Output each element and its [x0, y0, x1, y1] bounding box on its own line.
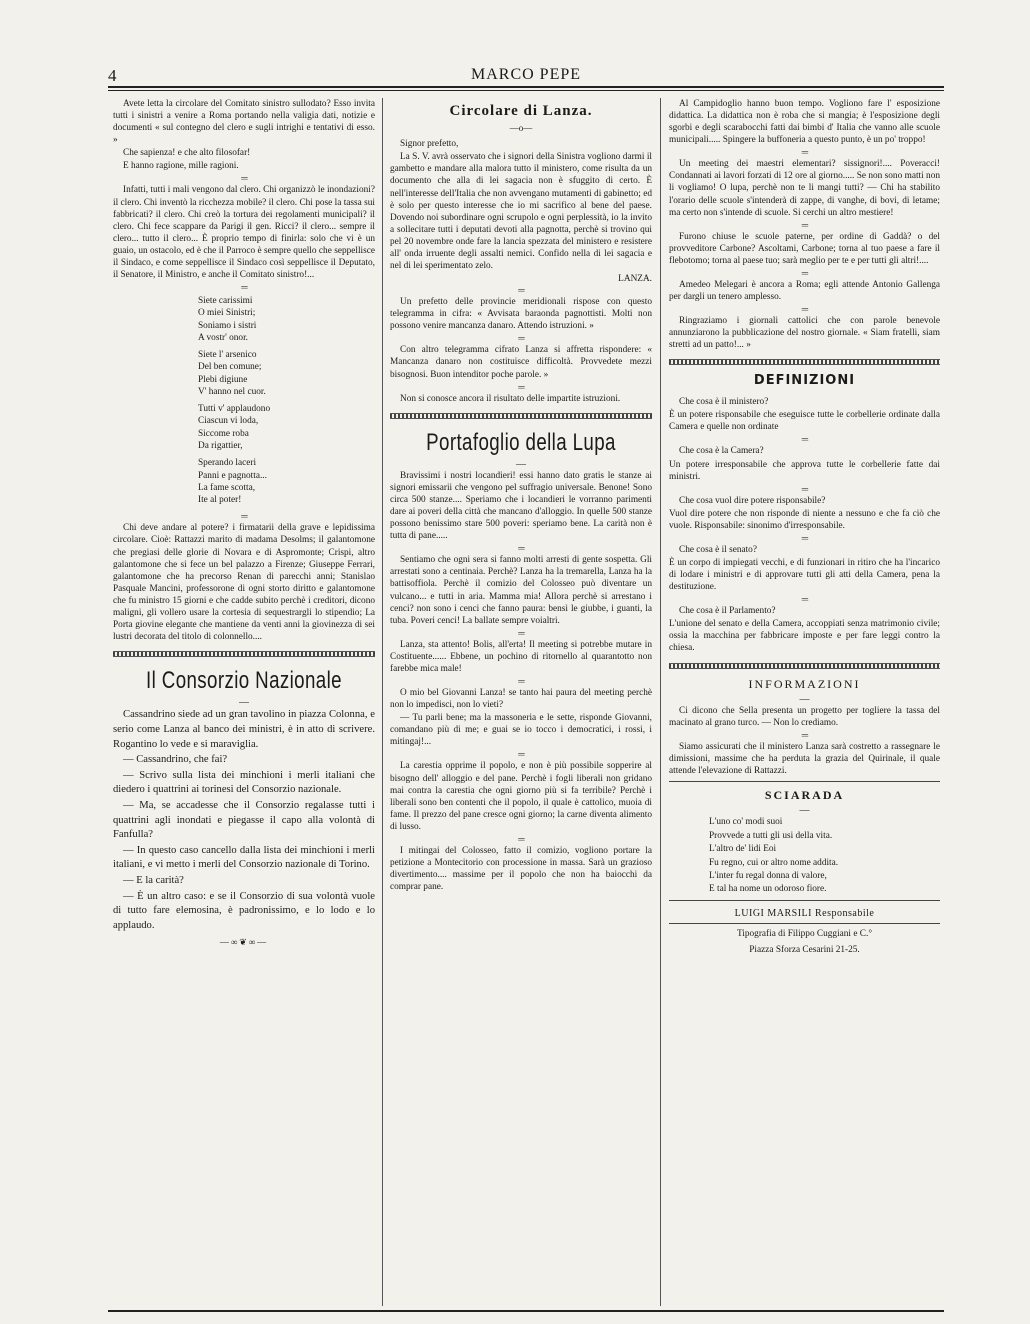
- poem-stanza: [198, 457, 375, 506]
- article-paragraph: Bravissimi i nostri locandieri! essi hanno dato gratis le stanze ai signori emissarii che vengono pel suffragio universale. Benone! Sono circa 500 stanze.... Speriamo che i locandieri le vorranno parimenti dare ai poveri della città che mancano d'alloggio. In quelle 500 stanze possono benissimo stare 500 poveri: speriamo bene. La carità non è tutta di pane.....: [390, 470, 652, 542]
- separator: [113, 282, 375, 293]
- section-heading: INFORMAZIONI: [748, 676, 861, 691]
- poem-line: V' hanno nel cuor.: [198, 386, 266, 397]
- header-rule: [108, 86, 944, 88]
- article-paragraph: Ringraziamo i giornali cattolici che con parole benevole annunziarono la pubblicazione del nostro giornale. « Siam fratelli, siam stretti ad un patto!... »: [669, 316, 940, 351]
- column-divider: [660, 98, 661, 1306]
- poem: [198, 295, 375, 506]
- poem-stanza: [198, 349, 375, 398]
- separator: [669, 268, 940, 279]
- article-paragraph: — Scrivo sulla lista dei minchioni i merli italiani che diedero i quattrini ai torinesi del Consorzio nazionale.: [113, 769, 375, 796]
- section-heading: Circolare di Lanza.: [449, 103, 593, 119]
- section-divider: [113, 651, 375, 657]
- poem-line: Sperando laceri: [198, 458, 257, 469]
- article-paragraph: Amedeo Melegari è ancora a Roma; egli attende Antonio Gallenga per dargli un tenero amplesso.: [669, 279, 940, 303]
- article-paragraph: Cassandrino siede ad un gran tavolino in piazza Colonna, e serio come Lanza al banco dei ministri, è in atto di scrivere. Rogantino lo vede e si maraviglia.: [113, 709, 375, 750]
- page-number: 4: [108, 66, 117, 85]
- header-rule-thin: [108, 90, 944, 91]
- definition-question: Che cosa è il Parlamento?: [679, 606, 776, 617]
- separator: [669, 484, 940, 495]
- poem-line: L'inter fu regal donna di valore,: [709, 871, 827, 881]
- divider: [669, 900, 940, 901]
- divider: [669, 781, 940, 782]
- signature-lanza: LANZA.: [618, 274, 652, 285]
- separator: [669, 594, 940, 605]
- article-paragraph: I mitingai del Colosseo, fatto il comizio, vogliono portare la petizione a Montecitorio con processione in massa. Sarà un grazioso divertimento.... massime per il popolo che non ha baiocchi da comprar pane.: [390, 845, 652, 893]
- separator: [669, 533, 940, 544]
- definition-answer: Un potere irresponsabile che approva tutte le corbellerie fatte dai ministri.: [669, 459, 940, 482]
- section-divider: [669, 663, 940, 669]
- poem-line: Provvede a tutti gli usi della vita.: [709, 830, 833, 841]
- separator: [390, 749, 652, 760]
- section-divider: [669, 359, 940, 365]
- separator: [390, 333, 652, 344]
- separator: [113, 511, 375, 522]
- definition-answer: Vuol dire potere che non risponde di niente a nessuno e che fa ciò che vuole. Risponsabile: sinonimo d'irresponsabile.: [669, 508, 940, 531]
- footer-rule: [108, 1310, 944, 1312]
- article-paragraph: Con altro telegramma cifrato Lanza si affretta rispondere: « Mancanza danaro non costituisce difficoltà. Provvedete mezzi bisognosi. Buon intenditor poche parole. »: [390, 345, 652, 380]
- responsible-signature: LUIGI MARSILI Responsabile: [734, 907, 875, 919]
- separator: [390, 676, 652, 687]
- article-paragraph: Al Campidoglio hanno buon tempo. Vogliono fare l' esposizione didattica. La didattica non è roba che si mangia; è l'esposizione degli sgorbi e degli scarabocchi fatti dai bimbi d' Italia che vanno alle scuole municipali..... Spingere la buffoneria a questo punto, è un po' troppo!: [669, 99, 940, 146]
- poem-stanza: [198, 295, 375, 344]
- article-paragraph: — È un altro caso: e se il Consorzio di sua volontà vuole di tutto fare elemosina, è padronissimo, e lo lodo e lo applaudo.: [113, 890, 375, 931]
- masthead-title: MARCO PEPE: [470, 66, 582, 83]
- article-paragraph: Che sapienza! e che alto filosofar!: [123, 148, 251, 159]
- separator: [113, 173, 375, 184]
- article-paragraph: O mio bel Giovanni Lanza! se tanto hai paura del meeting perchè non lo impedisci, non lo vieti?: [390, 688, 652, 711]
- article-paragraph: Siamo assicurati che il ministero Lanza sarà costretto a rassegnare le dimissioni, massime che ha perduta la grazia del Quirinale, il quale attende l'elevazione di Rattazzi.: [669, 742, 940, 777]
- charade-poem: [709, 816, 940, 897]
- definition-answer: L'unione del senato e della Camera, accoppiati senza matrimonio civile; ossia la macchina per fabbricare imposte e per fare leggi contro la chiesa.: [669, 619, 940, 654]
- poem-line: L'uno co' modi suoi: [709, 817, 783, 828]
- poem-line: L'altro de' lidi Eoi: [709, 844, 777, 855]
- article-paragraph: Un prefetto delle provincie meridionali rispose con questo telegramma in cifra: « Avvisata baraonda pagnottisti. Molti non possono venire mancanza danaro. Attendo istruzioni. »: [390, 297, 652, 332]
- article-paragraph: Non si conosce ancora il risultato delle impartite istruzioni.: [400, 393, 621, 404]
- article-paragraph: Un meeting dei maestri elementari? sissignori!.... Poveracci! Condannati ai lavori forzati di 12 ore al giorno..... Se non sono matti non li vogliamo! O lupa, perchè non te li mangi tutti? — Chi ha stabilito l'orario delle scuole s'intenderà di zappe, di vanghe, di bovi, di letame; ma certo non s'intende di scuole. Si cerchi un altro mestiere!: [669, 159, 940, 218]
- section-divider: [390, 413, 652, 419]
- article-paragraph: — E la carità?: [123, 875, 184, 887]
- definition-question: Che cosa vuol dire potere risponsabile?: [679, 495, 826, 506]
- article-paragraph: Avete letta la circolare del Comitato sinistro sullodato? Esso invita tutti i sinistri a venire a Roma portando nella valigia dati, notizie e documenti « sul contegno del clero e sugli intrighi e tentativi di esso. »: [113, 99, 375, 146]
- poem-line: Del ben comune;: [198, 362, 262, 373]
- separator: [669, 304, 940, 315]
- poem-line: Ite al poter!: [198, 495, 242, 506]
- poem-line: Siete l' arsenico: [198, 350, 257, 361]
- poem-line: Plebi digiune: [198, 374, 248, 385]
- salutation: Signor prefetto,: [400, 139, 459, 150]
- separator: [669, 730, 940, 741]
- poem-line: Ciascun vi loda,: [198, 416, 259, 427]
- article-paragraph: Lanza, sta attento! Bolis, all'erta! Il meeting si potrebbe mutare in Costituente...... Ebbene, un pochino di ritornello al quarantotto non farebbe mica male!: [390, 639, 652, 674]
- heading-dash: —: [239, 697, 249, 709]
- separator: [390, 382, 652, 393]
- article-paragraph: — Tu parli bene; ma la massoneria e le sette, risponde Giovanni, comandano più di me; e guai se io tocco i democratici, i rossi, i mitingaj!...: [390, 713, 652, 748]
- separator: [390, 285, 652, 296]
- column-middle: [390, 98, 652, 1306]
- poem-line: Siccome roba: [198, 428, 249, 439]
- article-paragraph: — Cassandrino, che fai?: [123, 754, 228, 766]
- article-paragraph: La carestia opprime il popolo, e non è più possibile sopperire al bisogno dell' alloggio e del pane. Perchè i fogli liberali non gridano mai contra la carestia che ogni giorno più si fa terribile? Perchè i liberali sono ben contenti che il popolo, il quale è cattolico, muoia di fame. Il prezzo del pane cresce ogni giorno; la carne diventa alimento di lusso.: [390, 761, 652, 832]
- divider: [669, 923, 940, 924]
- poem-line: Tutti v' applaudono: [198, 404, 271, 415]
- article-paragraph: Infatti, tutti i mali vengono dal clero. Chi organizzò le inondazioni? il clero. Chi inventò la ricchezza mobile? il clero. Chi pose la tassa sui fabbricati? il clero. Chi creò la tortura dei regolamenti municipali? il clero. Chi fece scappare da Parigi il gen. Ricci? il clero... sempre il clero... tutto il clero... È proprio tempo di finirla: solo che vi è un guaio, un ostacolo, ed è che il Parroco è sempre quello che seppellisce il Sindaco, e come seppellisce il Sindaco così seppellisce il Deputato, il Senatore, il Ministro, e anche il Comitato sinistro!...: [113, 185, 375, 281]
- separator: [390, 628, 652, 639]
- column-divider: [382, 98, 383, 1306]
- separator: [669, 147, 940, 158]
- section-heading: DEFINIZIONI: [753, 373, 856, 389]
- article-paragraph: — In questo caso cancello dalla lista dei minchioni i merli italiani, e vi metto i merli del Consorzio nazionale di Torino.: [113, 844, 375, 871]
- article-paragraph: Furono chiuse le scuole paterne, per ordine di Gaddà? o del provveditore Carbone? Ascoltami, Carbone; torna al tuo paese a fare il flebotomo; torna al paese tuo; sarà meglio per te e per tutti gli altri!....: [669, 231, 940, 266]
- article-body: [113, 708, 375, 933]
- ornament: —∞❦∞—: [219, 937, 269, 948]
- article-paragraph: Sentiamo che ogni sera si fanno molti arresti di gente sospetta. Gli arrestati sono a centinaia. Perchè? Lanza ha la tremarella, Lanza ha la battisoffiola. Perchè il comizio del Colosseo può diventare un vulcano... e tutti in aria. Mamma mia! Allora perchè si arrestano i cenci? non sono i cenci che fanno paura: bensì le giubbe, i guanti, la tuba. Poveri cenci! La ballate sempre voialtri.: [390, 555, 652, 626]
- definition-question: Che cosa è il ministero?: [679, 397, 769, 408]
- column-left: [113, 98, 375, 1306]
- separator: [390, 543, 652, 554]
- separator: [669, 434, 940, 445]
- poem-line: O miei Sinistri;: [198, 308, 256, 319]
- poem-line: Siete carissimi: [198, 296, 253, 307]
- column-right: [669, 98, 940, 1306]
- heading-dash: —: [799, 805, 810, 817]
- poem-line: E tal ha nome un odoroso fiore.: [709, 884, 827, 895]
- poem-stanza: [198, 403, 375, 452]
- article-paragraph: Ci dicono che Sella presenta un progetto per togliere la tassa del macinato al grano turco. — Non lo crediamo.: [669, 706, 940, 729]
- definition-answer: È un corpo di impiegati vecchi, e di funzionari in ritiro che ha l'incarico di lodare i ministri e di approvare tutti gli atti della Camera, pena la destituzione.: [669, 558, 940, 593]
- poem-line: Soniamo i sistri: [198, 320, 257, 331]
- heading-dash: —: [516, 458, 526, 470]
- article-paragraph: Chi deve andare al potere? i firmatarii della grave e lepidissima circolare. Cioè: Rattazzi marito di madama Desolms; il galantomone che pregiasi delle glorie di Novara e di Aspromonte; Crispi, altro galantomone che si fece un bel palazzo a Firenze; Giuseppe Ferrari, galantomone che ha precorso Renan di parecchi anni; Stanislao Pasquale Mancini, professorone di ogni storto diritto e galantomone che fu ministro 15 giorni e che cadde subito perchè i creditori, dicono maligni, gli vollero usare la cortesia di sequestrargli lo stipendio; La Porta giovine elegante che mantiene da venti anni la giovinezza di sei lustri decorata del titolo di colonnello....: [113, 523, 375, 643]
- section-heading: Il Consorzio Nazionale: [146, 667, 342, 695]
- article-paragraph: — Ma, se accadesse che il Consorzio regalasse tutti i quattrini agli inondati e piegasse il capo alla volontà di Fanfulla?: [113, 799, 375, 841]
- article-paragraph: E hanno ragione, mille ragioni.: [123, 161, 239, 172]
- printer-address: Piazza Sforza Cesarini 21-25.: [749, 945, 860, 956]
- definition-answer: È un potere risponsabile che eseguisce tutte le corbellerie ordinate dalla Camera e quelle non ordinate: [669, 410, 940, 433]
- poem-line: A vostr' onor.: [198, 332, 248, 343]
- heading-dash: —: [799, 694, 810, 706]
- poem-line: Panni e pagnotta...: [198, 470, 267, 481]
- heading-ornament: —o—: [509, 122, 533, 133]
- poem-line: La fame scotta,: [198, 482, 256, 493]
- section-heading: SCIARADA: [764, 787, 845, 802]
- definition-question: Che cosa è la Camera?: [679, 446, 764, 457]
- separator: [390, 834, 652, 845]
- poem-line: Da rigattier,: [198, 441, 243, 452]
- definition-question: Che cosa è il senato?: [679, 544, 757, 555]
- separator: [669, 220, 940, 231]
- section-heading: Portafoglio della Lupa: [426, 428, 616, 456]
- printer-line: Tipografia di Filippo Cuggiani e C.°: [736, 928, 873, 939]
- article-paragraph: La S. V. avrà osservato che i signori della Sinistra vogliono darmi il gambetto e mandare alla malora tutto il ministero, come risulta da un documento che alla di lei sagacia non è sfuggito di certo. È nell'interesse dell'Italia che non avvengano mutamenti di gabinetto; ed è solo per questo interesse che io mi sacrifico al bene del paese. Dovendo noi subordinare ogni scrupolo e ogni perplessità, io la invito a sollecitare tutti i deputati devoti alla pagnotta, perchè si trovino qui pel 20 novembre onde fare la lancia spezzata del ministero e resistere all' onda irruente degli assalti nemici. Confido nella di lei sagacia e nel di lei sperimentato zelo.: [390, 152, 652, 271]
- poem-line: Fu regno, cui or altro nome addita.: [709, 857, 839, 868]
